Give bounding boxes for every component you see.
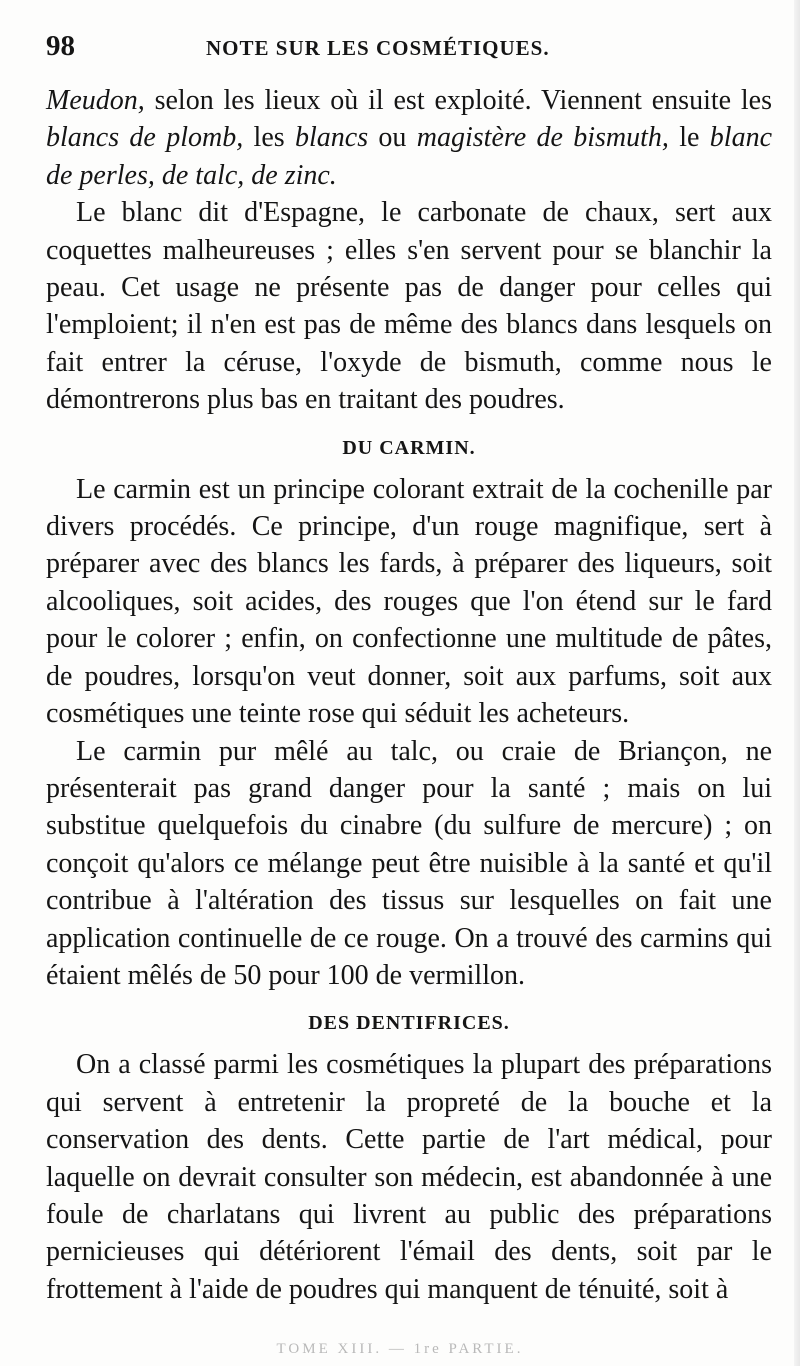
text-span: blancs de plomb, [46,122,244,154]
section-title-carmin: DU CARMIN. [342,436,476,459]
text-span: blanc de perles, de talc, de zinc. [46,122,773,191]
paragraph-blanc-espagne: Le blanc dit d'Espagne, le carbonate de chaux, sert aux coquettes malheureuses ; elles s'en servent pour se blanchir la peau. Cet usage ne présente pas de danger pour celles qui l'emploient; il n'en est pas de même des blancs dans lesquels on fait entrer la céruse, l'oxyde de bismuth, comme nous le démontrerons plus bas en traitant des poudres. [46,197,772,416]
running-head: NOTE SUR LES COSMÉTIQUES. [206,36,550,60]
text-span: ou [368,122,417,154]
paragraph-blancs [46,82,772,194]
page-header [46,30,772,82]
paragraph-dentifrices: On a classé parmi les cosmétiques la plupart des préparations qui servent à entretenir la propreté de la bouche et la conservation des dents. Cette partie de l'art médical, pour laquelle on devrait consulter son médecin, est abandonnée à une foule de charlatans qui livrent au public des préparations pernicieuses qui détériorent l'émail des dents, soit par le frottement à l'aide de poudres qui manquent de ténuité, soit à [46,1049,772,1305]
section-title-dentifrices: DES DENTIFRICES. [308,1012,510,1035]
page-number: 98 [46,30,75,62]
text-span: Meudon, [46,85,145,116]
page-footer-signature: TOME XIII. — 1re PARTIE. [276,1341,524,1357]
scan-edge [794,0,800,1366]
paragraph-carmin-pur: Le carmin pur mêlé au talc, ou craie de Briançon, ne présenterait pas grand danger pour la santé ; mais on lui substitue quelquefois du cinabre (du sulfure de mercure) ; on conçoit qu'alors ce mélange peut être nuisible à la santé et qu'il contribue à l'altération des tissus sur lesquelles on fait une application continuelle de ce rouge. On a trouvé des carmins qui étaient mêlés de 50 pour 100 de vermillon. [46,735,772,991]
text-span: blancs [294,122,369,154]
paragraph-carmin: Le carmin est un principe colorant extrait de la cochenille par divers procédés. Ce principe, d'un rouge magnifique, sert à préparer avec des blancs les fards, à préparer des liqueurs, soit alcooliques, soit acides, des rouges que l'on étend sur le fard pour le colorer ; enfin, on confectionne une multitude de pâtes, de poudres, lorsqu'on veut donner, soit aux parfums, soit aux cosmétiques une teinte rose qui séduit les acheteurs. [46,473,772,730]
text-span: magistère de bismuth, [416,122,669,154]
text-span: selon les lieux où il est exploité. Viennent ensuite les [144,85,772,116]
text-span: le [668,122,710,154]
text-span: les [243,122,295,154]
